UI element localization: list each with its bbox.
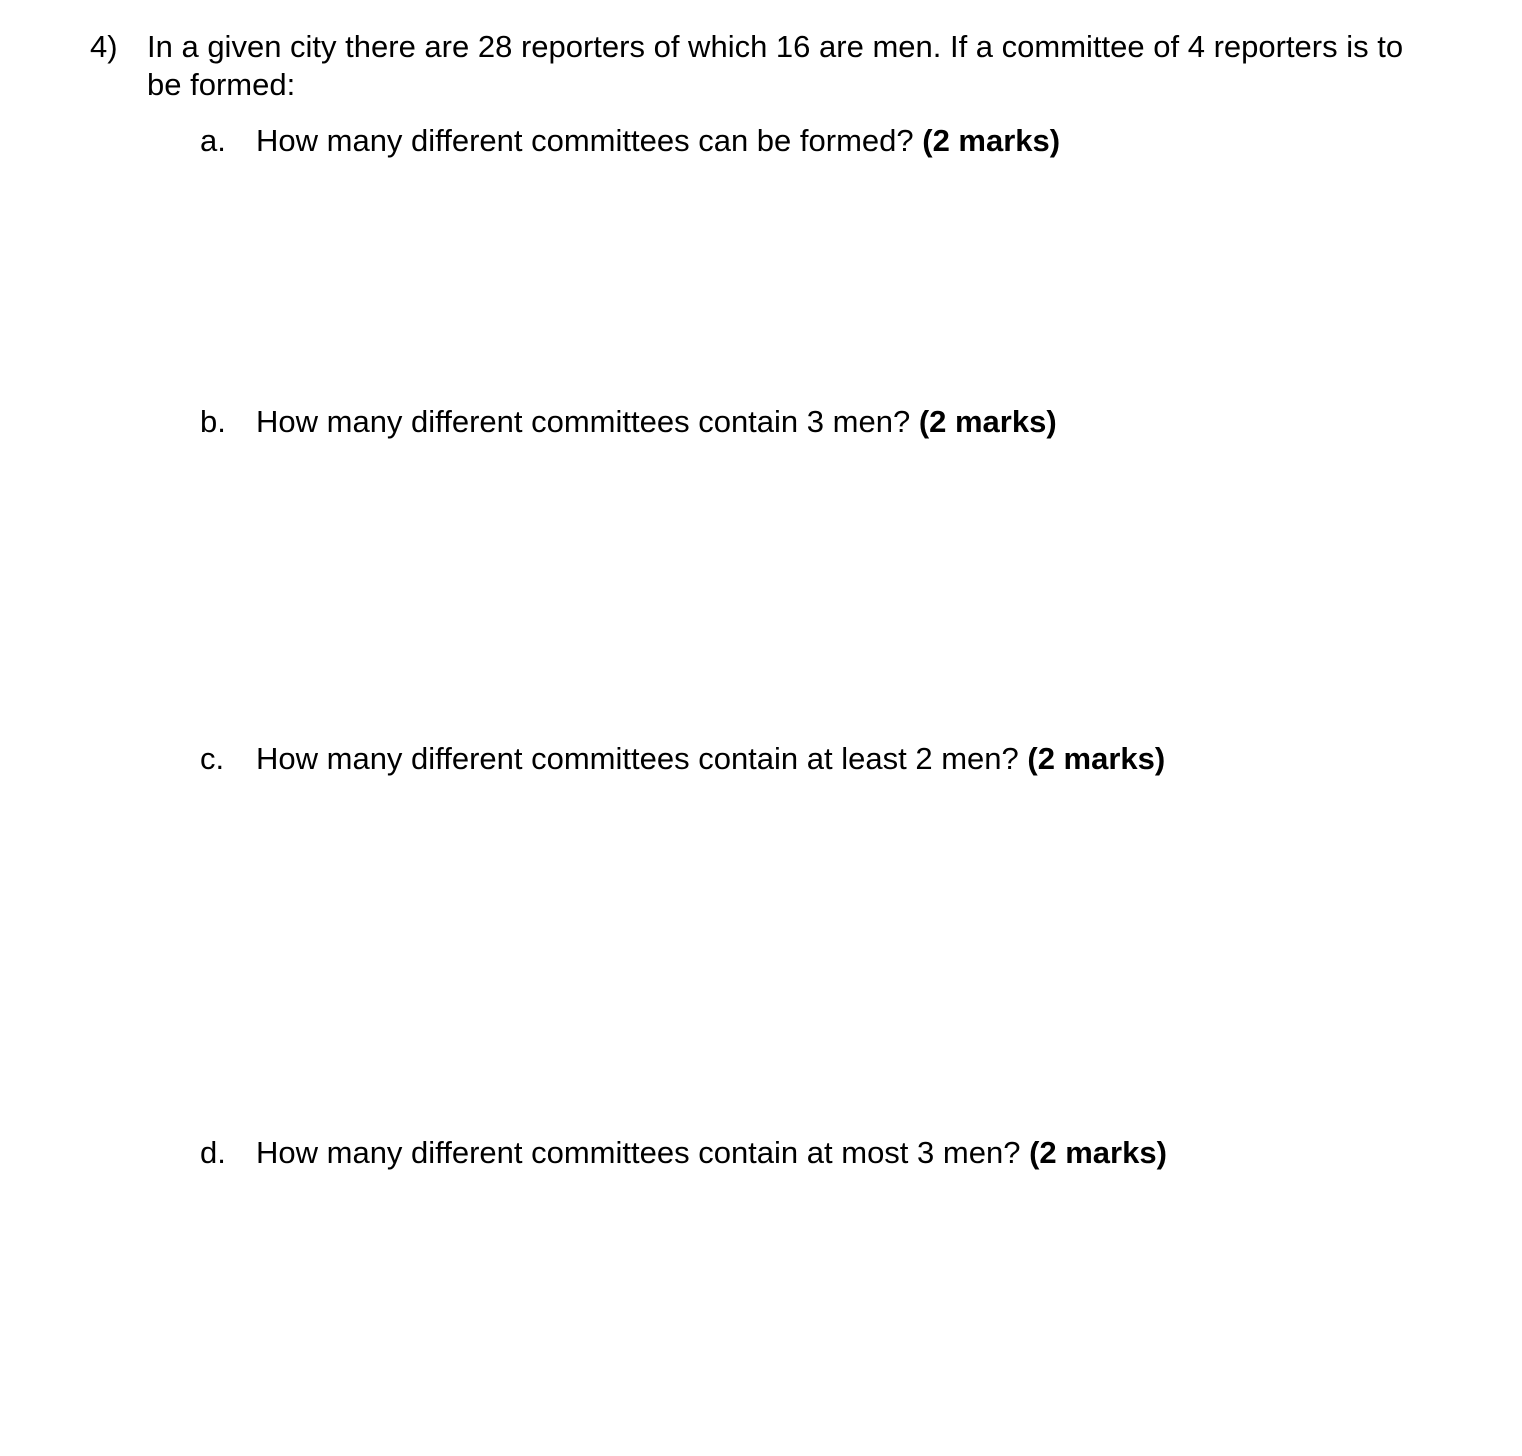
marks-label: (2 marks): [922, 123, 1061, 158]
part-b: [200, 403, 1057, 441]
part-letter: c.: [200, 741, 225, 776]
part-d: [200, 1134, 1167, 1172]
marks-label: (2 marks): [918, 404, 1057, 439]
part-text: How many different committees contain at most 3 men?: [256, 1135, 1021, 1170]
part-a: [200, 122, 1060, 160]
part-letter: a.: [200, 123, 226, 158]
question-number: 4): [90, 29, 118, 64]
part-letter: b.: [200, 404, 226, 439]
marks-label: (2 marks): [1029, 1135, 1167, 1170]
part-c: [200, 740, 1165, 778]
part-text: How many different committees can be formed?: [256, 123, 914, 158]
part-text: How many different committees contain at least 2 men?: [256, 741, 1019, 776]
marks-label: (2 marks): [1027, 741, 1166, 776]
part-text: How many different committees contain 3 men?: [256, 404, 911, 439]
part-letter: d.: [200, 1135, 226, 1170]
question-stem: In a given city there are 28 reporters of which 16 are men. If a committee of 4 reporters is to be formed:: [147, 29, 1404, 102]
